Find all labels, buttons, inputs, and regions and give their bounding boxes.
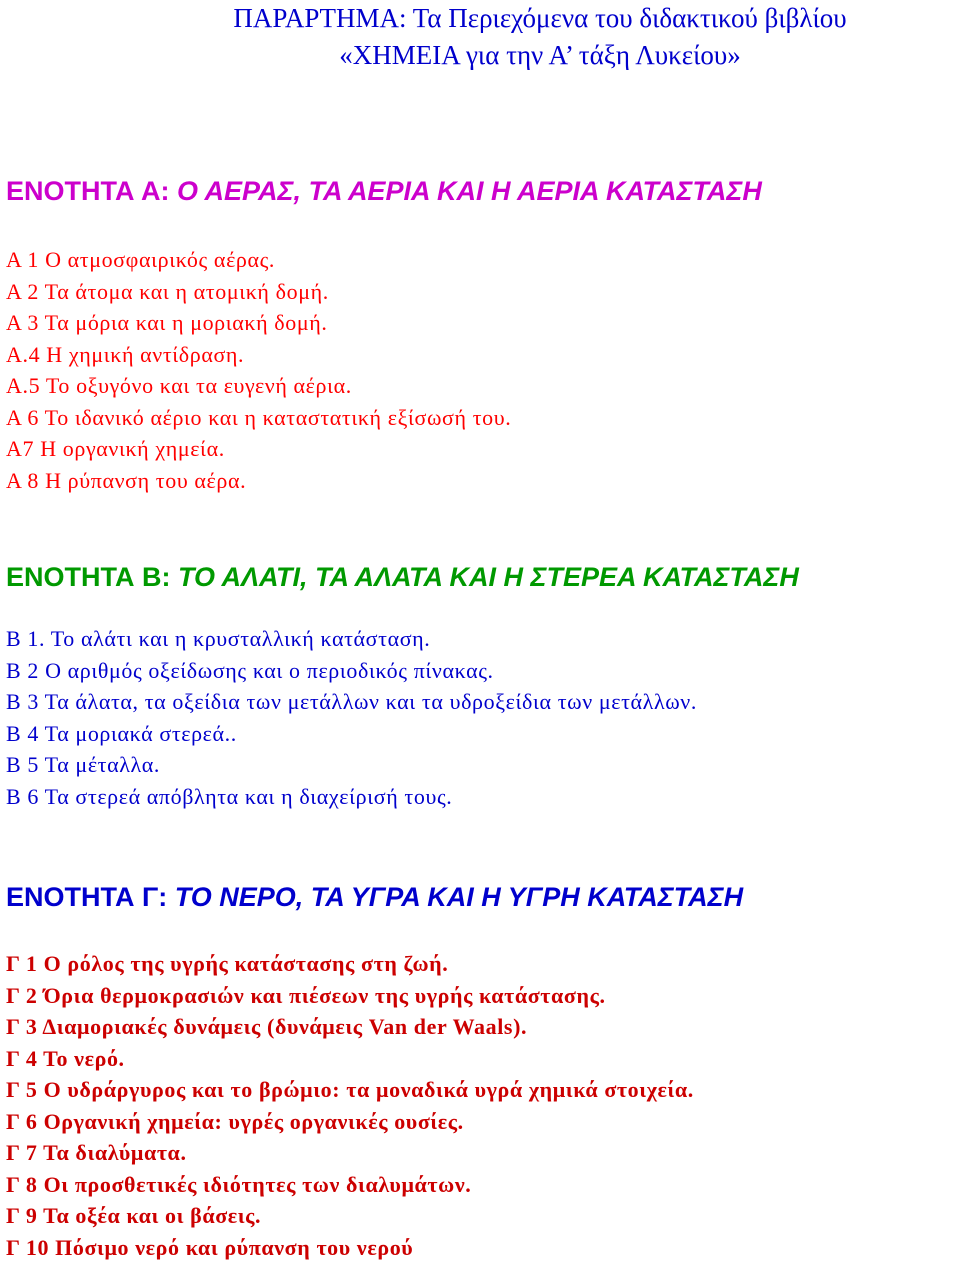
list-item: Γ 6 Οργανική χημεία: υγρές οργανικές ουσίες. <box>6 1108 464 1134</box>
list-item: Γ 8 Οι προσθετικές ιδιότητες των διαλυμάτων. <box>6 1171 472 1197</box>
list-item: Γ 1 Ο ρόλος της υγρής κατάστασης στη ζωή. <box>6 951 449 976</box>
section-b-heading <box>6 560 960 594</box>
document-title <box>0 0 960 74</box>
list-item: Α.4 Η χημική αντίδραση. <box>6 341 245 367</box>
list-item: Γ 10 Πόσιμο νερό και ρύπανση του νερού <box>6 1234 414 1260</box>
list-item: Γ 9 Τα οξέα και οι βάσεις. <box>6 1203 262 1228</box>
list-item: Α 1 Ο ατμοσφαιρικός αέρας. <box>6 247 276 272</box>
section-c <box>6 880 960 1263</box>
list-item: Γ 4 Το νερό. <box>6 1045 125 1071</box>
section-c-items <box>6 948 960 1263</box>
section-b-items <box>6 623 960 812</box>
section-a-items <box>6 244 960 496</box>
list-item: Α 6 Το ιδανικό αέριο και η καταστατική εξίσωσή του. <box>6 404 512 430</box>
list-item: Γ 2 Όρια θερμοκρασιών και πιέσεων της υγρής κατάστασης. <box>6 982 606 1008</box>
section-c-prefix: ΕΝΟΤΗΤΑ Γ: <box>6 882 168 912</box>
list-item: Β 5 Τα μέταλλα. <box>6 752 160 777</box>
list-item: Β 1. Το αλάτι και η κρυσταλλική κατάσταση. <box>6 626 431 651</box>
list-item: Γ 5 Ο υδράργυρος και το βρώμιο: τα μοναδικά υγρά χημικά στοιχεία. <box>6 1077 694 1102</box>
title-line-2: «ΧΗΜΕΙΑ για την Α’ τάξη Λυκείου» <box>339 40 741 70</box>
list-item: Β 3 Τα άλατα, τα οξείδια των μετάλλων και τα υδροξείδια των μετάλλων. <box>6 689 697 714</box>
section-c-topic: ΤΟ ΝΕΡΟ, ΤΑ ΥΓΡΑ ΚΑΙ Η ΥΓΡΗ ΚΑΤΑΣΤΑΣΗ <box>174 882 744 912</box>
section-a-topic: Ο ΑΕΡΑΣ, ΤΑ ΑΕΡΙΑ ΚΑΙ Η ΑΕΡΙΑ ΚΑΤΑΣΤΑΣΗ <box>177 176 762 206</box>
title-line-1: ΠΑΡΑΡΤΗΜΑ: Τα Περιεχόμενα του διδακτικού βιβλίου <box>233 3 847 33</box>
section-b <box>6 560 960 812</box>
section-b-prefix: ΕΝΟΤΗΤΑ Β: <box>6 562 171 592</box>
list-item: Γ 7 Τα διαλύματα. <box>6 1140 187 1165</box>
section-a <box>6 174 960 496</box>
list-item: Α 8 Η ρύπανση του αέρα. <box>6 467 247 493</box>
list-item: Α 2 Τα άτομα και η ατομική δομή. <box>6 278 329 304</box>
section-b-topic: ΤΟ ΑΛΑΤΙ, ΤΑ ΑΛΑΤΑ ΚΑΙ Η ΣΤΕΡΕΑ ΚΑΤΑΣΤΑΣΗ <box>178 562 799 592</box>
list-item: Β 6 Τα στερεά απόβλητα και η διαχείρισή τους. <box>6 783 453 809</box>
list-item: Γ 3 Διαμοριακές δυνάμεις (δυνάμεις Van der Waals). <box>6 1014 528 1039</box>
list-item: Α 3 Τα μόρια και η μοριακή δομή. <box>6 310 328 335</box>
list-item: Α7 Η οργανική χημεία. <box>6 436 225 461</box>
section-a-prefix: ΕΝΟΤΗΤΑ Α: <box>6 176 170 206</box>
section-a-heading <box>6 174 960 208</box>
list-item: Α.5 Το οξυγόνο και τα ευγενή αέρια. <box>6 373 352 398</box>
list-item: Β 2 Ο αριθμός οξείδωσης και ο περιοδικός πίνακας. <box>6 657 494 683</box>
list-item: Β 4 Τα μοριακά στερεά.. <box>6 720 237 746</box>
section-c-heading <box>6 880 960 914</box>
